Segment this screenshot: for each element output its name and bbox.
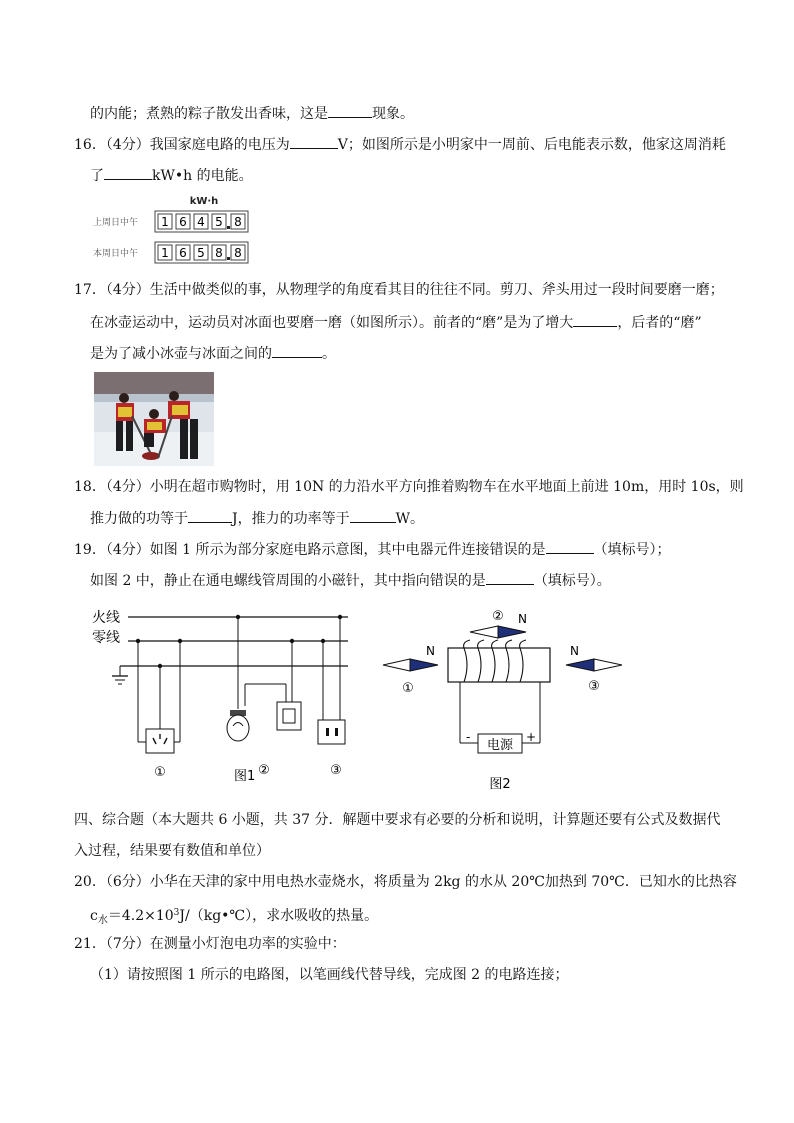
fig2-label-3: ③ <box>588 679 600 694</box>
q16-text-c: 了 <box>90 168 104 184</box>
q17-text-c: ，后者的“磨” <box>617 315 702 331</box>
fig1-caption: 图1 <box>234 769 256 784</box>
meter-row1 <box>155 211 248 232</box>
q17-line1 <box>74 280 724 300</box>
q19-text-b: （填标号）； <box>593 542 671 558</box>
meter-row2-label: 本周日中午 <box>93 249 139 259</box>
q16-blank-energy[interactable] <box>104 165 152 180</box>
section4-heading-text: 四、综合题（本大题共 6 小题，共 37 分．解题中要求有必要的分析和说明，计算题还要有公式及数据代 <box>74 812 721 828</box>
fig2-n-3: N <box>570 644 579 658</box>
source-plus: + <box>526 730 537 744</box>
q15-line <box>90 103 414 124</box>
q17-line3 <box>90 343 336 364</box>
q20-c-subscript: 水 <box>97 915 108 926</box>
fig1-label-1: ① <box>154 765 166 780</box>
meter-row1-label: 上周日中午 <box>93 218 139 228</box>
live-wire-label: 火线 <box>92 610 120 626</box>
q20-text-c: J/（kg•℃），求水吸收的热量。 <box>179 908 379 924</box>
section4-heading-line2 <box>74 841 270 861</box>
section4-heading-line1 <box>74 810 721 830</box>
q17-text-a: 17．（4分）生活中做类似的事，从物理学的角度看其目的往往不同。剪刀、斧头用过一段时间要磨一磨； <box>74 282 724 298</box>
meter-row1-digit-4: 5 <box>215 215 223 229</box>
energy-meter-figure <box>90 193 260 268</box>
fig2-label-2: ② <box>492 609 504 624</box>
meter-unit: kW·h <box>189 196 219 207</box>
q18-text-b: 推力做的功等于 <box>90 511 188 527</box>
q16-line2 <box>90 165 253 186</box>
meter-row2-digit-2: 6 <box>179 246 187 260</box>
q17-blank-1[interactable] <box>573 312 617 327</box>
q18-text-d: W。 <box>395 511 425 527</box>
meter-row2-digit-4: 8 <box>215 246 223 260</box>
q16-text-b: V；如图所示是小明家中一周前、后电能表示数，他家这周消耗 <box>337 137 726 153</box>
fig2-label-1: ① <box>402 681 414 696</box>
curling-photo <box>94 372 214 466</box>
meter-row2-digit-5: 8 <box>234 246 242 260</box>
meter-row2-digit-3: 5 <box>197 246 205 260</box>
q21-text-b: （1）请按照图 1 所示的电路图，以笔画线代替导线，完成图 2 的电路连接； <box>90 967 569 983</box>
q21-line2 <box>90 965 569 985</box>
q21-line1 <box>74 934 346 954</box>
q15-text: 的内能；煮熟的粽子散发出香味，这是 <box>90 106 328 122</box>
source-minus: - <box>466 730 471 744</box>
q17-blank-2[interactable] <box>272 343 322 358</box>
q20-c-symbol: c <box>90 908 98 924</box>
q16-text-d: kW•h 的电能。 <box>152 168 253 184</box>
q17-text-b: 在冰壶运动中，运动员对冰面也要磨一磨（如图所示）。前者的“磨”是为了增大 <box>90 315 574 331</box>
q19-blank-2[interactable] <box>486 570 534 585</box>
q20-line1 <box>74 872 737 892</box>
solenoid-figure <box>380 604 630 794</box>
q15-end: 现象。 <box>372 106 414 122</box>
q17-line2 <box>90 312 702 333</box>
q18-blank-power[interactable] <box>350 508 396 523</box>
section4-heading-text2: 入过程，结果要有数值和单位） <box>74 843 270 859</box>
q19-text-d: （填标号）。 <box>533 573 611 589</box>
meter-row1-digit-5: 8 <box>234 215 242 229</box>
q19-line2 <box>90 570 611 591</box>
fig1-label-2: ② <box>258 763 270 778</box>
household-circuit-figure <box>90 604 360 789</box>
neutral-wire-label: 零线 <box>92 630 120 646</box>
q20-line2 <box>90 903 378 931</box>
q20-exponent: 3 <box>173 908 180 918</box>
q18-line2 <box>90 508 424 529</box>
q19-line1 <box>74 539 671 560</box>
fig1-label-3: ③ <box>330 763 342 778</box>
q19-blank-1[interactable] <box>546 539 594 554</box>
q20-text-b: ＝4.2×10 <box>107 908 174 924</box>
q18-line1 <box>74 477 744 497</box>
q21-text-a: 21．（7分）在测量小灯泡电功率的实验中： <box>74 936 346 952</box>
fig2-caption: 图2 <box>489 777 511 792</box>
power-source-label: 电源 <box>486 738 514 753</box>
q18-text-a: 18．（4分）小明在超市购物时，用 10N 的力沿水平方向推着购物车在水平地面上前进 10m，用时 10s，则 <box>74 479 744 495</box>
q20-text-a: 20．（6分）小华在天津的家中用电热水壶烧水，将质量为 2kg 的水从 20℃加热到 70℃．已知水的比热容 <box>74 874 737 890</box>
q18-text-c: J，推力的功率等于 <box>232 511 350 527</box>
q18-blank-work[interactable] <box>188 508 232 523</box>
meter-row2 <box>155 242 248 263</box>
meter-row2-digit-1: 1 <box>161 246 169 260</box>
q17-text-e: 。 <box>322 346 336 362</box>
q16-text-a: 16．（4分）我国家庭电路的电压为 <box>74 137 290 153</box>
meter-row1-digit-1: 1 <box>161 215 169 229</box>
fig2-n-2: N <box>518 612 527 626</box>
q19-text-a: 19．（4分）如图 1 所示为部分家庭电路示意图，其中电器元件连接错误的是 <box>74 542 546 558</box>
q15-blank[interactable] <box>328 103 372 118</box>
fig2-n-1: N <box>426 644 435 658</box>
meter-row1-digit-3: 4 <box>197 215 205 229</box>
q16-blank-voltage[interactable] <box>290 134 338 149</box>
q19-text-c: 如图 2 中，静止在通电螺线管周围的小磁针，其中指向错误的是 <box>90 573 486 589</box>
q16-line1 <box>74 134 726 155</box>
meter-row1-digit-2: 6 <box>179 215 187 229</box>
q17-text-d: 是为了减小冰壶与冰面之间的 <box>90 346 272 362</box>
